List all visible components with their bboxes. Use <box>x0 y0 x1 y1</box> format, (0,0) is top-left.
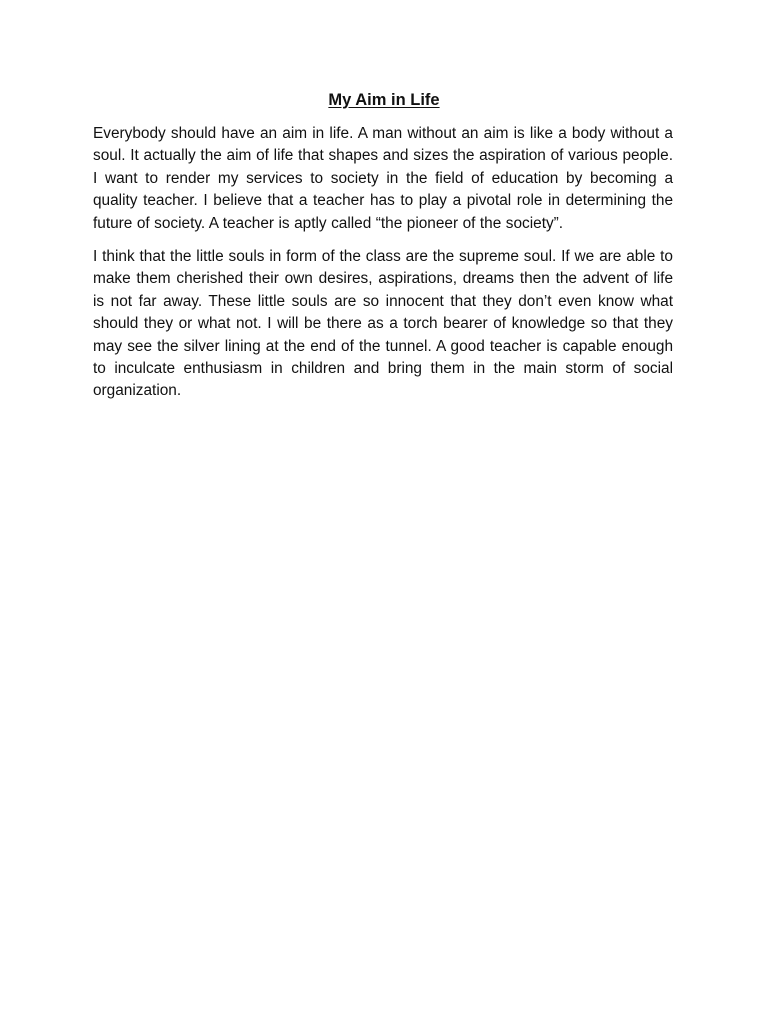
document-body <box>93 123 673 414</box>
document-title: My Aim in Life <box>328 91 440 109</box>
paragraph-1: Everybody should have an aim in life. A man without an aim is like a body without a soul. It actually the aim of life that shapes and sizes the aspiration of various people. I want to render my services to society in the field of education by becoming a quality teacher. I believe that a teacher has to play a pivotal role in determining the future of society. A teacher is aptly called “the pioneer of the society”. <box>93 125 673 232</box>
paragraph-2: I think that the little souls in form of the class are the supreme soul. If we are able to make them cherished their own desires, aspirations, dreams then the advent of life is not far away. These little souls are so innocent that they don’t even know what should they or what not. I will be there as a torch bearer of knowledge so that they may see the silver lining at the end of the tunnel. A good teacher is capable enough to inculcate enthusiasm in children and bring them in the main storm of social organization. <box>93 248 673 400</box>
